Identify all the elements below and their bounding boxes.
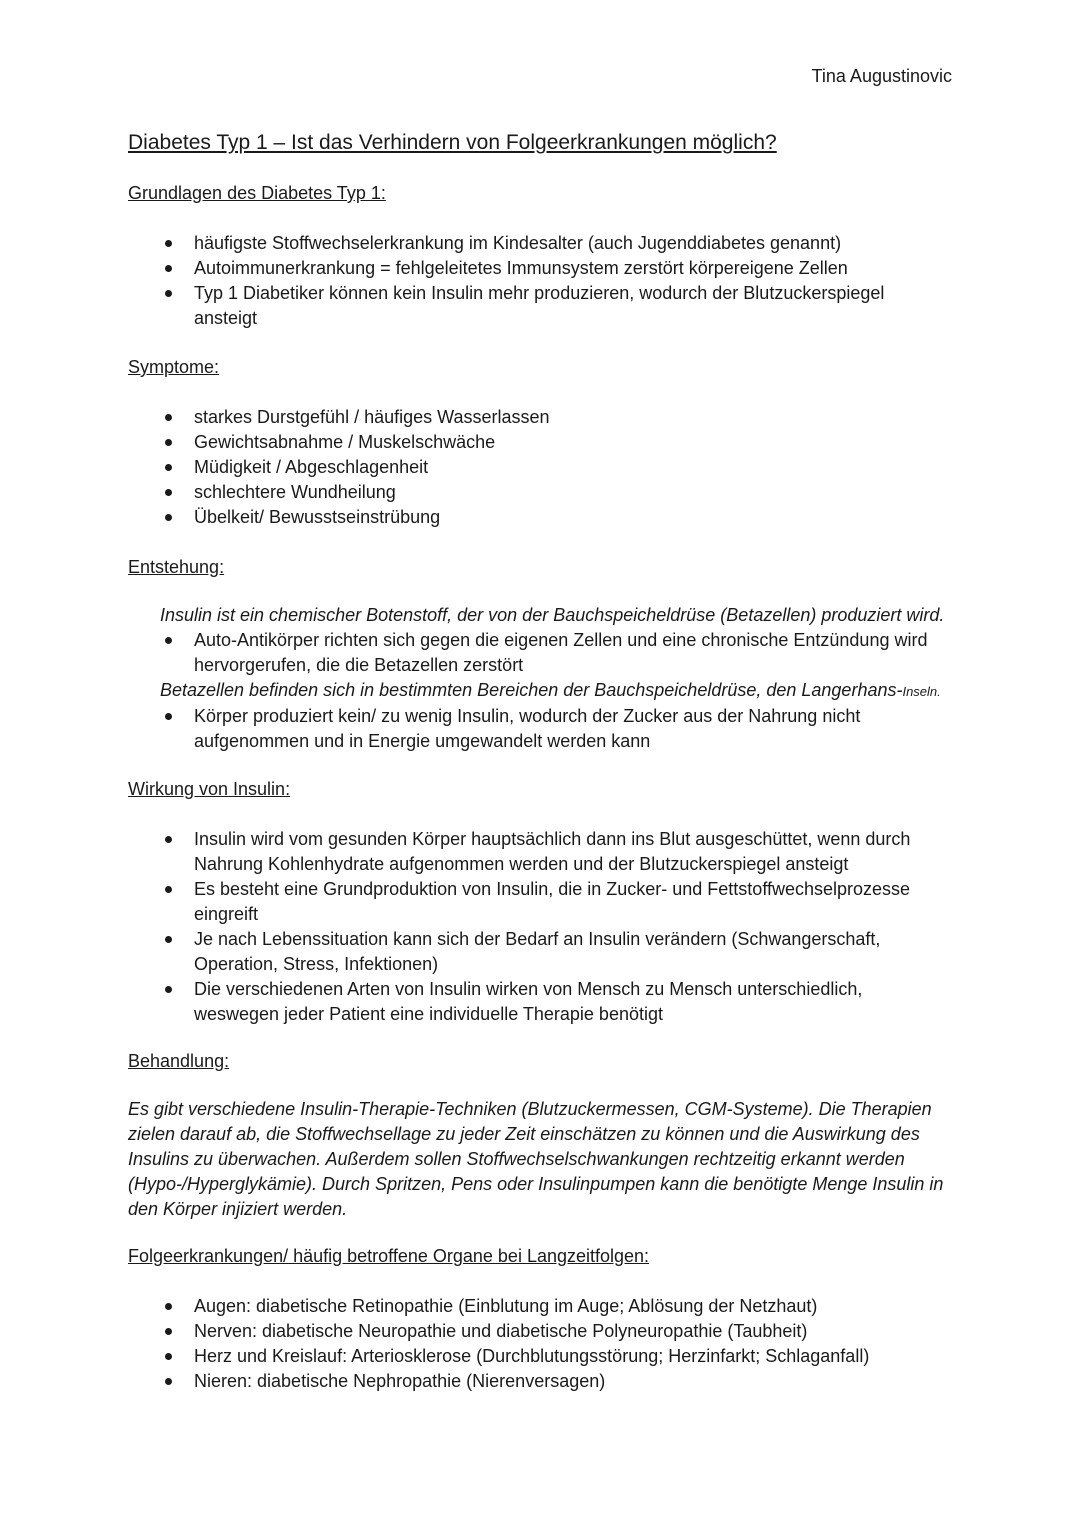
bullet-list: [128, 704, 958, 754]
list-item: Nerven: diabetische Neuropathie und diabetische Polyneuropathie (Taubheit): [128, 1319, 958, 1344]
note-text-small: Inseln.: [902, 684, 941, 699]
author-name: Tina Augustinovic: [811, 66, 952, 86]
list-item: Augen: diabetische Retinopathie (Einblutung im Auge; Ablösung der Netzhaut): [128, 1294, 958, 1319]
section-heading: Wirkung von Insulin:: [128, 779, 291, 799]
list-item: starkes Durstgefühl / häufiges Wasserlassen: [128, 405, 958, 430]
section-entstehung: [128, 555, 958, 754]
list-item: häufigste Stoffwechselerkrankung im Kindesalter (auch Jugenddiabetes genannt): [128, 231, 958, 256]
list-item: Insulin wird vom gesunden Körper hauptsächlich dann ins Blut ausgeschüttet, wenn durch Nahrung Kohlenhydrate aufgenommen werden und der Blutzuckerspiegel ansteigt: [128, 827, 934, 877]
list-item: Müdigkeit / Abgeschlagenheit: [128, 455, 958, 480]
section-heading: Behandlung:: [128, 1051, 230, 1071]
list-item: Herz und Kreislauf: Arteriosklerose (Durchblutungsstörung; Herzinfarkt; Schlaganfall): [128, 1344, 958, 1369]
list-item: schlechtere Wundheilung: [128, 480, 958, 505]
list-item: Nieren: diabetische Nephropathie (Nierenversagen): [128, 1369, 958, 1394]
section-folgeerkrankungen: [128, 1244, 958, 1394]
entstehung-intro: Insulin ist ein chemischer Botenstoff, der von der Bauchspeicheldrüse (Betazellen) produziert wird.: [160, 605, 945, 625]
list-item: Je nach Lebenssituation kann sich der Bedarf an Insulin verändern (Schwangerschaft, Operation, Stress, Infektionen): [128, 927, 894, 977]
list-item: Übelkeit/ Bewusstseinstrübung: [128, 505, 958, 530]
bullet-list: [128, 405, 958, 530]
section-behandlung: [128, 1049, 958, 1222]
list-item: Autoimmunerkrankung = fehlgeleitetes Immunsystem zerstört körpereigene Zellen: [128, 256, 958, 281]
behandlung-paragraph: Es gibt verschiedene Insulin-Therapie-Techniken (Blutzuckermessen, CGM-Systeme). Die Therapien zielen darauf ab, die Stoffwechsellage zu jeder Zeit einschätzen zu können und die Auswirkung des Insulins zu überwachen. Außerdem sollen Stoffwechselschwankungen rechtzeitig erkannt werden (Hypo-/Hyperglykämie). Durch Spritzen, Pens oder Insulinpumpen kann die benötigte Menge Insulin in den Körper injiziert werden.: [128, 1099, 944, 1219]
entstehung-note: [128, 678, 958, 704]
list-item: Körper produziert kein/ zu wenig Insulin, wodurch der Zucker aus der Nahrung nicht aufgenommen und in Energie umgewandelt werden kann: [128, 704, 894, 754]
section-heading: Folgeerkrankungen/ häufig betroffene Organe bei Langzeitfolgen:: [128, 1246, 650, 1266]
section-heading: Grundlagen des Diabetes Typ 1:: [128, 183, 386, 203]
bullet-list: [128, 827, 958, 1027]
section-grundlagen: [128, 181, 958, 331]
list-item: Auto-Antikörper richten sich gegen die eigenen Zellen und eine chronische Entzündung wird hervorgerufen, die die Betazellen zerstört: [128, 628, 949, 678]
section-wirkung: [128, 777, 958, 1027]
list-item: Es besteht eine Grundproduktion von Insulin, die in Zucker- und Fettstoffwechselprozesse eingreift: [128, 877, 934, 927]
document-title: Diabetes Typ 1 – Ist das Verhindern von Folgeerkrankungen möglich?: [128, 131, 777, 154]
list-item: Gewichtsabnahme / Muskelschwäche: [128, 430, 958, 455]
section-symptome: [128, 355, 958, 530]
note-text: Betazellen befinden sich in bestimmten Bereichen der Bauchspeicheldrüse, den Langerhans-: [160, 680, 903, 700]
bullet-list: [128, 231, 958, 331]
bullet-list: [128, 1294, 958, 1394]
list-item: Die verschiedenen Arten von Insulin wirken von Mensch zu Mensch unterschiedlich, weswegen jeder Patient eine individuelle Therapie benötigt: [128, 977, 894, 1027]
list-item: Typ 1 Diabetiker können kein Insulin mehr produzieren, wodurch der Blutzuckerspiegel ansteigt: [128, 281, 904, 331]
section-heading: Symptome:: [128, 357, 220, 377]
section-heading: Entstehung:: [128, 557, 225, 577]
bullet-list: [128, 628, 958, 678]
